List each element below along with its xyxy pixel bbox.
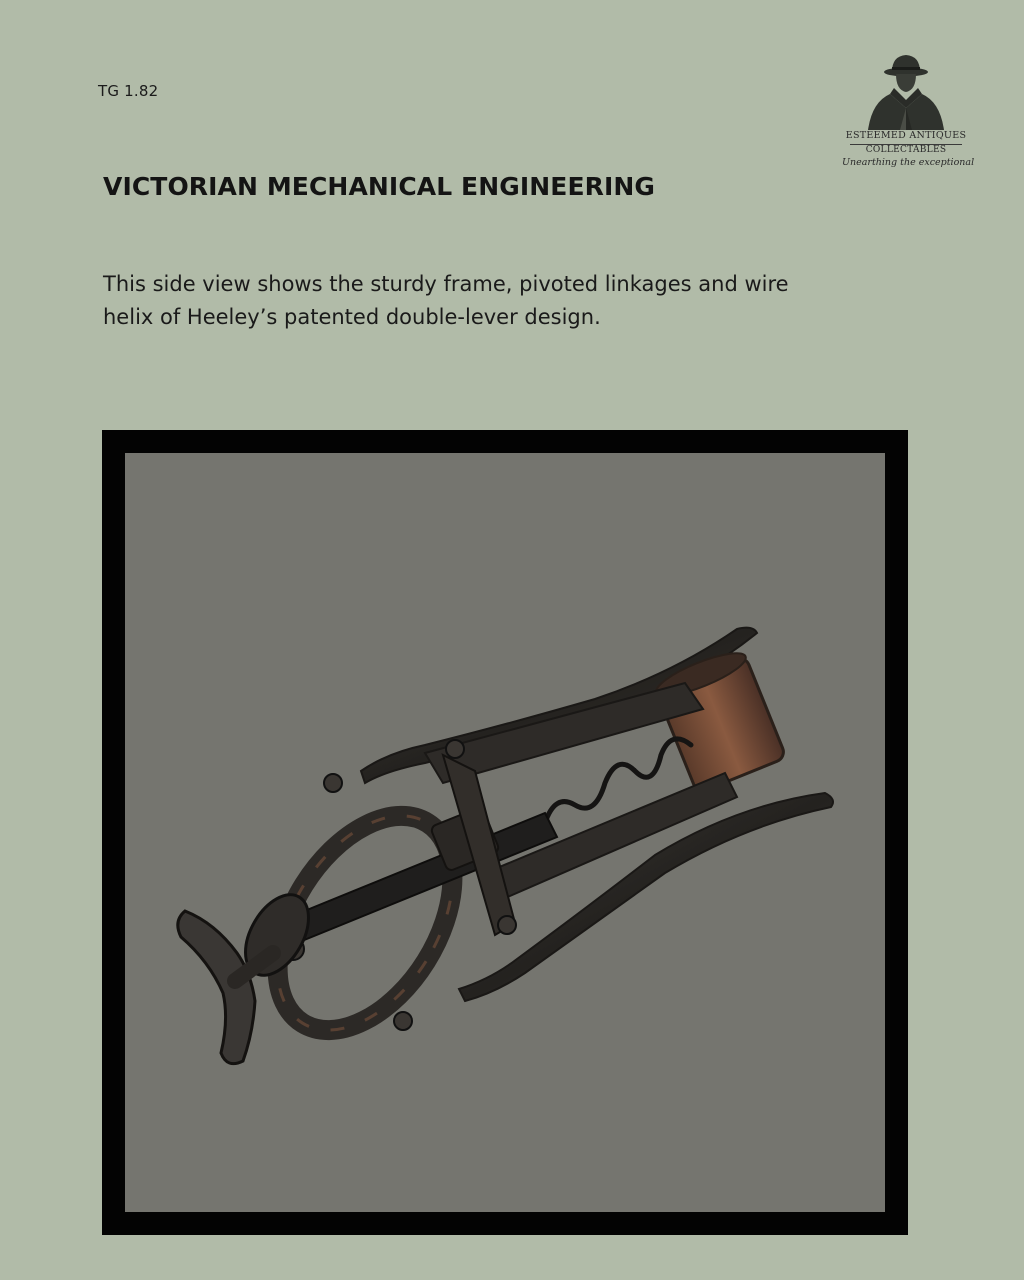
detective-silhouette-icon bbox=[862, 50, 950, 130]
product-photo bbox=[125, 453, 885, 1212]
description-text: This side view shows the sturdy frame, pivoted linkages and wire helix of Heeley’s patented double-lever design. bbox=[103, 272, 789, 329]
logo-name-line1: ESTEEMED ANTIQUES bbox=[845, 130, 967, 141]
reference-code: TG 1.82 bbox=[98, 82, 159, 100]
page-title: VICTORIAN MECHANICAL ENGINEERING bbox=[103, 172, 656, 201]
brand-logo bbox=[842, 50, 975, 172]
photo-frame bbox=[102, 430, 908, 1235]
logo-name-line2: COLLECTABLES bbox=[865, 145, 947, 155]
double-lever-corkscrew-icon bbox=[125, 453, 885, 1212]
logo-tagline: Unearthing the exceptional bbox=[842, 157, 975, 168]
